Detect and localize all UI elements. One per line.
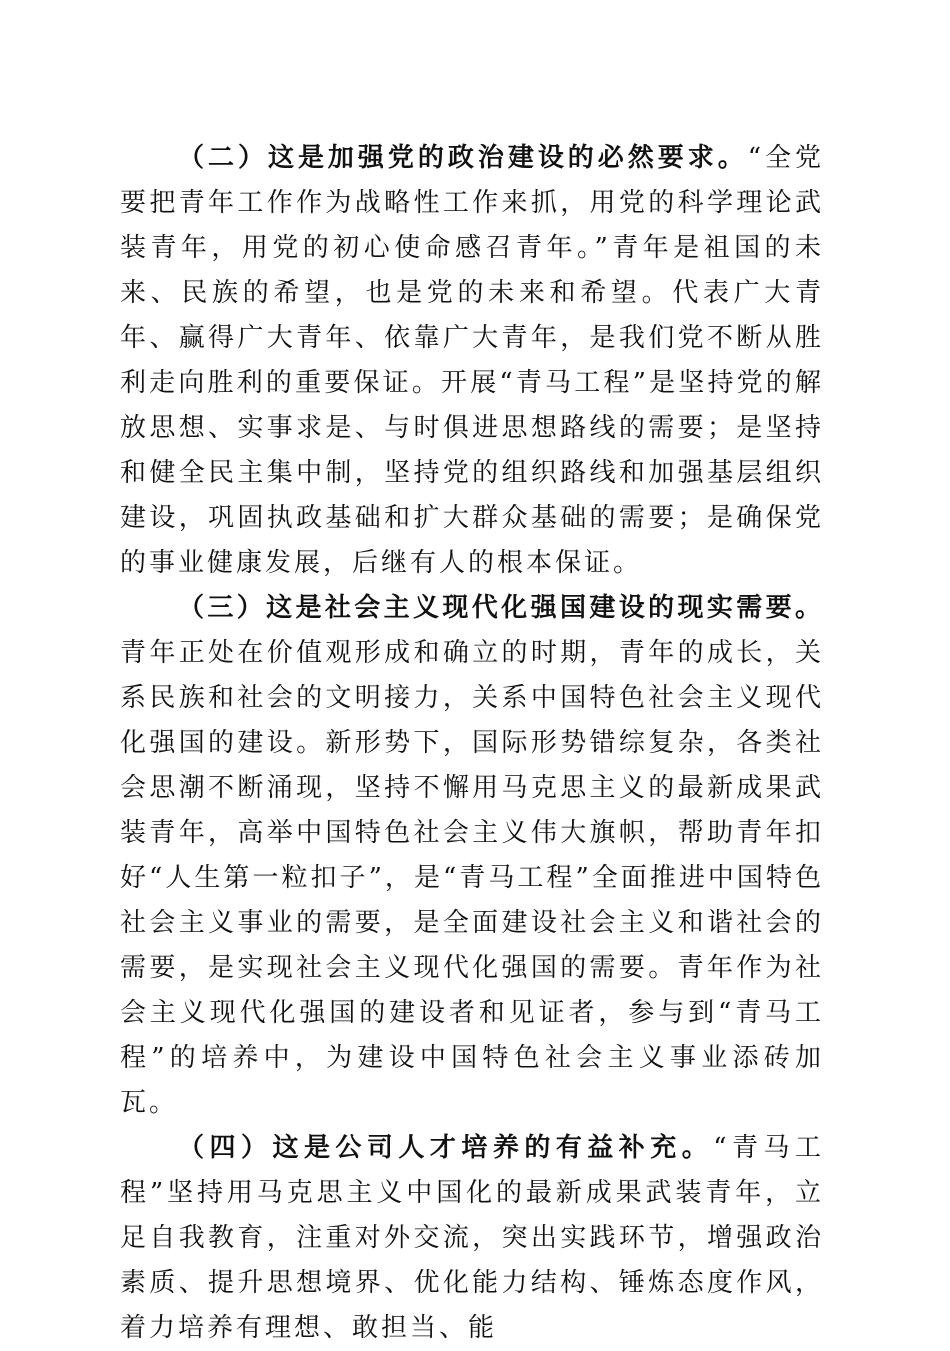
paragraph-text: “青马工程”坚持用马克思主义中国化的最新成果武装青年，立足自我教育，注重对外交流，突出实践环节，增强政治素质、提升思想境界、优化能力结构、锤炼态度作风，着力培养有理想、敢担当、能 xyxy=(120,1133,824,1343)
paragraph-heading: （二）这是加强党的政治建设的必然要求。 xyxy=(178,143,748,173)
paragraph-heading: （三）这是社会主义现代化强国建设的现实需要。 xyxy=(178,593,824,623)
paragraph-heading: （四）这是公司人才培养的有益补充。 xyxy=(178,1133,714,1163)
paragraph-4 xyxy=(120,1126,824,1351)
document-body xyxy=(120,136,824,1351)
paragraph-2 xyxy=(120,136,824,586)
paragraph-3 xyxy=(120,586,824,1126)
paragraph-text: “全党要把青年工作作为战略性工作来抓，用党的科学理论武装青年，用党的初心使命感召青年。”青年是祖国的未来、民族的希望，也是党的未来和希望。代表广大青年、赢得广大青年、依靠广大青年，是我们党不断从胜利走向胜利的重要保证。开展“青马工程”是坚持党的解放思想、实事求是、与时俱进思想路线的需要；是坚持和健全民主集中制，坚持党的组织路线和加强基层组织建设，巩固执政基础和扩大群众基础的需要；是确保党的事业健康发展，后继有人的根本保证。 xyxy=(120,143,824,578)
paragraph-text: 青年正处在价值观形成和确立的时期，青年的成长，关系民族和社会的文明接力，关系中国特色社会主义现代化强国的建设。新形势下，国际形势错综复杂，各类社会思潮不断涌现，坚持不懈用马克思主义的最新成果武装青年，高举中国特色社会主义伟大旗帜，帮助青年扣好“人生第一粒扣子”，是“青马工程”全面推进中国特色社会主义事业的需要，是全面建设社会主义和谐社会的需要，是实现社会主义现代化强国的需要。青年作为社会主义现代化强国的建设者和见证者，参与到“青马工程”的培养中，为建设中国特色社会主义事业添砖加瓦。 xyxy=(120,638,824,1118)
